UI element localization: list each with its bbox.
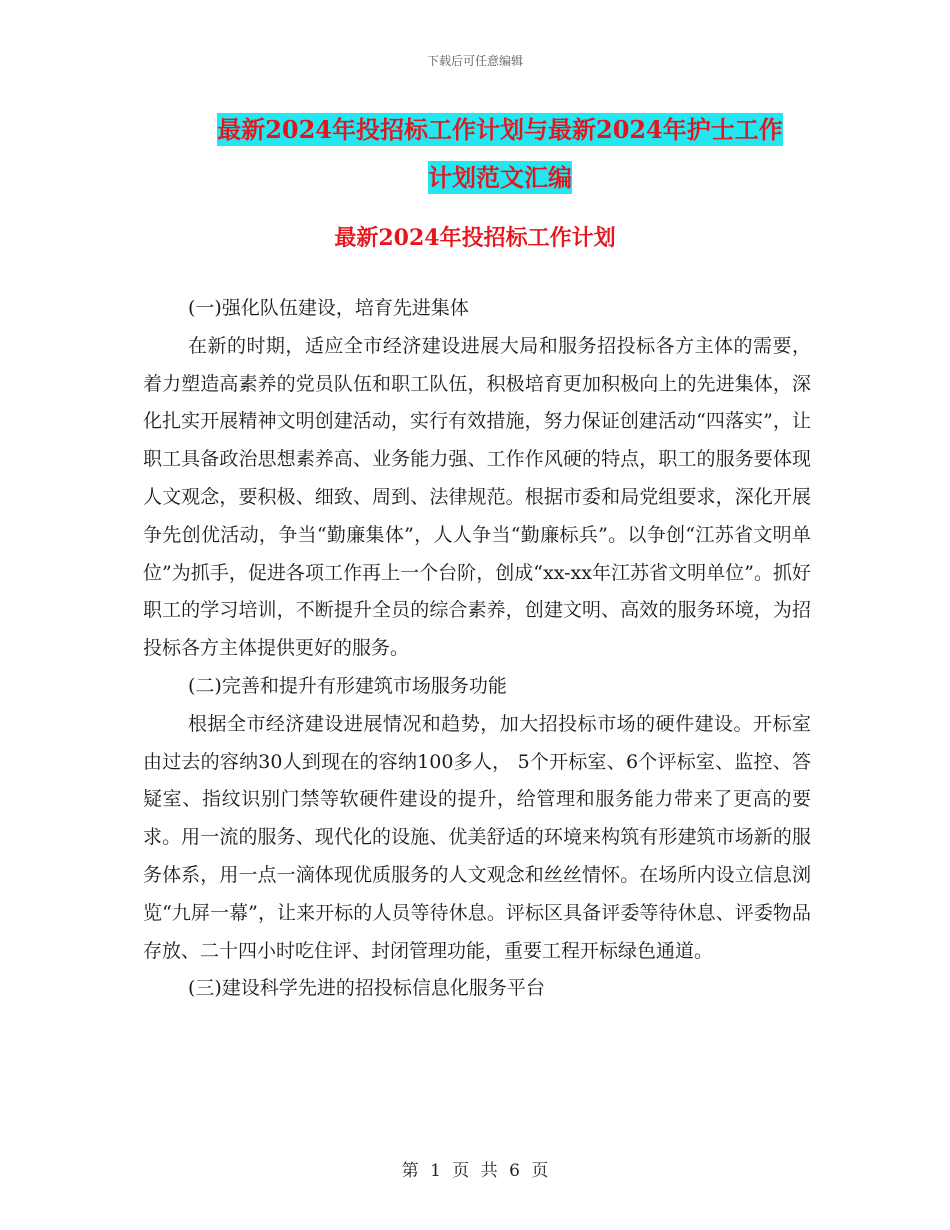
- heading-3: (三)建设科学先进的招投标信息化服务平台: [188, 977, 545, 1000]
- paragraph-2: 根据全市经济建设进展情况和趋势，加大招投标市场的硬件建设。开标室由过去的容纳30人到现在的容纳100多人， 5个开标室、6个评标室、监控、答疑室、指纹识别门禁等软硬件建设的提升，给管理和服务能力带来了更高的要求。用一流的服务、现代化的设施、优美舒适的环境来构筑有形建筑市场新的服务体系，用一点一滴体现优质服务的人文观念和丝丝情怀。在场所内设立信息浏览“九屏一幕”，让来开标的人员等待休息。评标区具备评委等待休息、评委物品存放、二十四小时吃住评、封闭管理功能，重要工程开标绿色通道。: [143, 712, 811, 962]
- header-note: 下载后可任意编辑: [426, 54, 523, 68]
- heading-1: (一)强化队伍建设，培育先进集体: [188, 297, 469, 319]
- document-title-line1: 最新2024年投招标工作计划与最新2024年护士工作: [217, 115, 783, 144]
- document-title-line2: 计划范文汇编: [428, 163, 572, 192]
- section-title: 最新2024年投招标工作计划: [334, 225, 616, 251]
- heading-2: (二)完善和提升有形建筑市场服务功能: [188, 674, 507, 697]
- page-footer: 第 1 页 共 6 页: [401, 1161, 549, 1181]
- paragraph-1: 在新的时期，适应全市经济建设进展大局和服务招投标各方主体的需要，着力塑造高素养的党员队伍和职工队伍，积极培育更加积极向上的先进集体，深化扎实开展精神文明创建活动，实行有效措施，努力保证创建活动“四落实”，让职工具备政治思想素养高、业务能力强、工作作风硬的特点，职工的服务要体现人文观念，要积极、细致、周到、法律规范。根据市委和局党组要求，深化开展争先创优活动，争当“勤廉集体”，人人争当“勤廉标兵”。以争创“江苏省文明单位”为抓手，促进各项工作再上一个台阶，创成“xx-xx年江苏省文明单位”。抓好职工的学习培训，不断提升全员的综合素养，创建文明、高效的服务环境，为招投标各方主体提供更好的服务。: [143, 334, 811, 660]
- document-title: [190, 106, 810, 202]
- document-body: [143, 290, 811, 1008]
